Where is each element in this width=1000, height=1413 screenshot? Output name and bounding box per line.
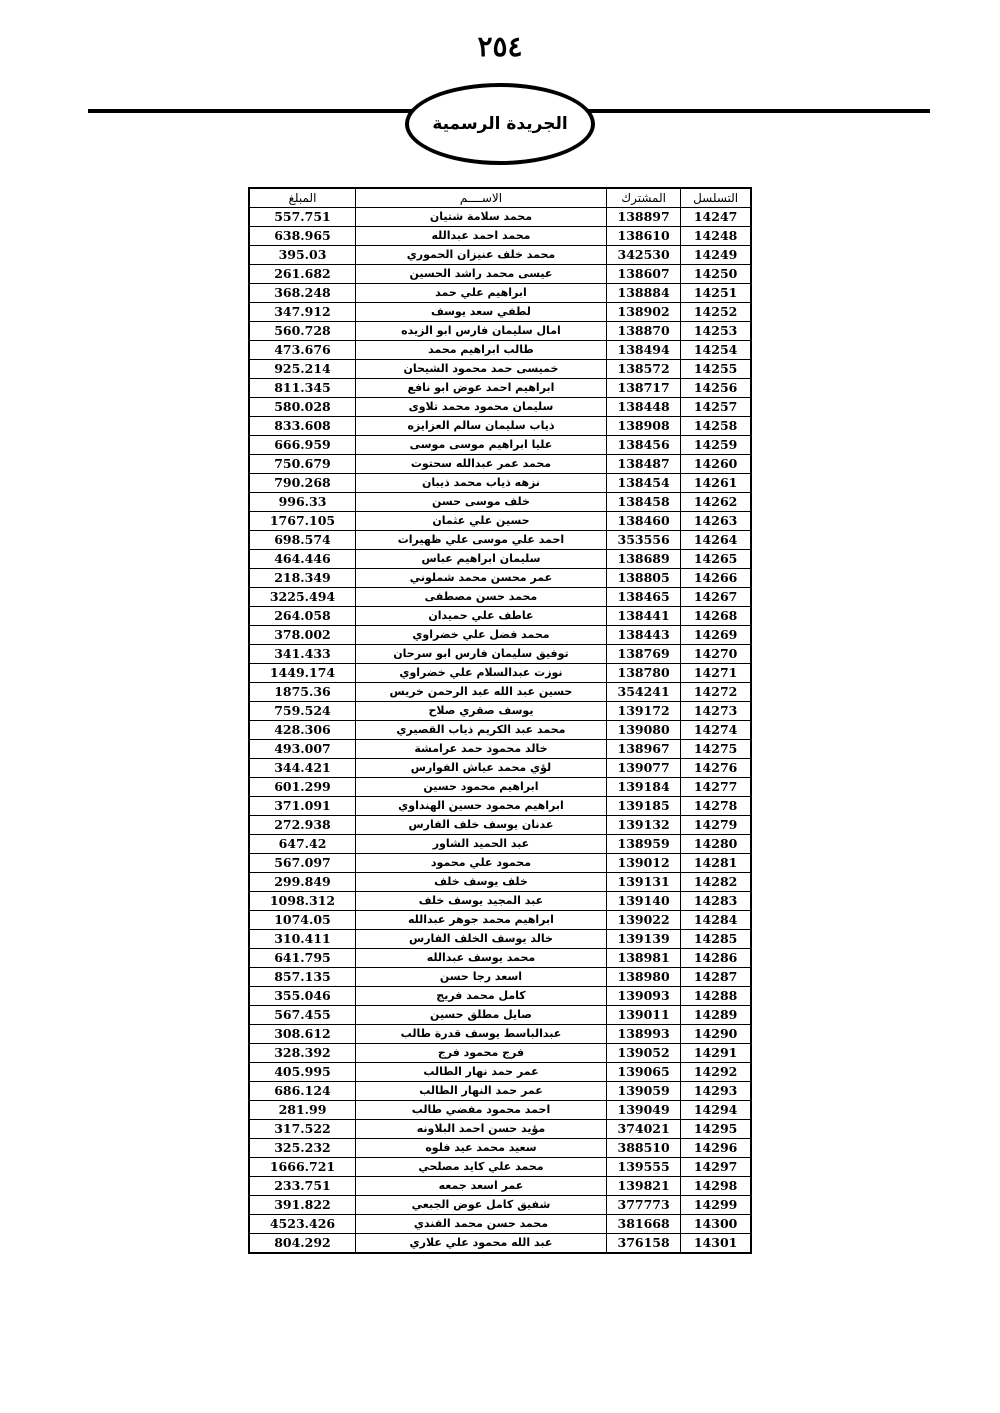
table-row xyxy=(249,588,751,607)
amount-cell: 325.232 xyxy=(249,1139,355,1158)
subscriber-cell: 139022 xyxy=(606,911,680,930)
name-cell: حسين عبد الله عبد الرحمن خريس xyxy=(355,683,606,702)
table-row xyxy=(249,740,751,759)
serial-cell: 14252 xyxy=(681,303,751,322)
subscriber-cell: 139139 xyxy=(606,930,680,949)
table-row xyxy=(249,493,751,512)
table-row xyxy=(249,911,751,930)
amount-cell: 233.751 xyxy=(249,1177,355,1196)
table-row xyxy=(249,873,751,892)
subscriber-cell: 139184 xyxy=(606,778,680,797)
subscriber-cell: 139077 xyxy=(606,759,680,778)
name-cell: لطفي سعد يوسف xyxy=(355,303,606,322)
serial-cell: 14257 xyxy=(681,398,751,417)
gazette-title: الجريدة الرسمية xyxy=(432,114,568,134)
subscriber-cell: 138902 xyxy=(606,303,680,322)
amount-cell: 355.046 xyxy=(249,987,355,1006)
amount-cell: 272.938 xyxy=(249,816,355,835)
amount-cell: 686.124 xyxy=(249,1082,355,1101)
serial-cell: 14275 xyxy=(681,740,751,759)
table-row xyxy=(249,246,751,265)
serial-cell: 14296 xyxy=(681,1139,751,1158)
table-row xyxy=(249,284,751,303)
name-cell: خالد يوسف الخلف الفارس xyxy=(355,930,606,949)
serial-cell: 14270 xyxy=(681,645,751,664)
name-cell: محمد فضل علي خضراوي xyxy=(355,626,606,645)
header-ellipse xyxy=(405,83,595,165)
table-row xyxy=(249,778,751,797)
table-row xyxy=(249,1177,751,1196)
table-row xyxy=(249,987,751,1006)
name-cell: خلف موسى حسن xyxy=(355,493,606,512)
serial-cell: 14263 xyxy=(681,512,751,531)
name-cell: احمد علي موسى علي ظهيرات xyxy=(355,531,606,550)
amount-cell: 317.522 xyxy=(249,1120,355,1139)
table-row xyxy=(249,1120,751,1139)
subscriber-cell: 354241 xyxy=(606,683,680,702)
subscriber-cell: 138454 xyxy=(606,474,680,493)
table-row xyxy=(249,721,751,740)
subscriber-cell: 139821 xyxy=(606,1177,680,1196)
subscriber-cell: 139052 xyxy=(606,1044,680,1063)
table-row xyxy=(249,1063,751,1082)
subscriber-cell: 139172 xyxy=(606,702,680,721)
serial-cell: 14267 xyxy=(681,588,751,607)
name-cell: محمد علي كايد مصلحي xyxy=(355,1158,606,1177)
subscriber-cell: 138780 xyxy=(606,664,680,683)
table-row xyxy=(249,303,751,322)
amount-cell: 405.995 xyxy=(249,1063,355,1082)
amount-cell: 557.751 xyxy=(249,208,355,227)
table-header-row xyxy=(249,188,751,208)
amount-cell: 811.345 xyxy=(249,379,355,398)
amount-cell: 601.299 xyxy=(249,778,355,797)
serial-cell: 14268 xyxy=(681,607,751,626)
serial-cell: 14248 xyxy=(681,227,751,246)
table-row xyxy=(249,702,751,721)
table-row xyxy=(249,1139,751,1158)
name-cell: محمود علي محمود xyxy=(355,854,606,873)
table-row xyxy=(249,1101,751,1120)
name-cell: عمر محسن محمد شملوني xyxy=(355,569,606,588)
serial-cell: 14301 xyxy=(681,1234,751,1254)
serial-cell: 14289 xyxy=(681,1006,751,1025)
subscriber-cell: 374021 xyxy=(606,1120,680,1139)
amount-cell: 428.306 xyxy=(249,721,355,740)
amount-cell: 395.03 xyxy=(249,246,355,265)
name-cell: كامل محمد فريج xyxy=(355,987,606,1006)
subscriber-cell: 138572 xyxy=(606,360,680,379)
name-cell: طالب ابراهيم محمد xyxy=(355,341,606,360)
table-row xyxy=(249,759,751,778)
name-cell: محمد سلامة شتيان xyxy=(355,208,606,227)
amount-cell: 299.849 xyxy=(249,873,355,892)
name-cell: نزهه ذياب محمد ذيبان xyxy=(355,474,606,493)
table-row xyxy=(249,398,751,417)
serial-cell: 14288 xyxy=(681,987,751,1006)
table-row xyxy=(249,417,751,436)
amount-cell: 368.248 xyxy=(249,284,355,303)
table-row xyxy=(249,968,751,987)
amount-cell: 344.421 xyxy=(249,759,355,778)
serial-cell: 14300 xyxy=(681,1215,751,1234)
subscriber-cell: 342530 xyxy=(606,246,680,265)
name-cell: احمد محمود مفضي طالب xyxy=(355,1101,606,1120)
amount-cell: 857.135 xyxy=(249,968,355,987)
amount-cell: 804.292 xyxy=(249,1234,355,1254)
name-cell: اسعد رجا حسن xyxy=(355,968,606,987)
name-cell: عمر حمد النهار الطالب xyxy=(355,1082,606,1101)
subscriber-cell: 139059 xyxy=(606,1082,680,1101)
column-header-name: الاســــم xyxy=(355,188,606,208)
serial-cell: 14264 xyxy=(681,531,751,550)
subscriber-cell: 139012 xyxy=(606,854,680,873)
amount-cell: 493.007 xyxy=(249,740,355,759)
subscriber-cell: 139011 xyxy=(606,1006,680,1025)
page-number: ٢٥٤ xyxy=(477,30,523,63)
table-row xyxy=(249,341,751,360)
amount-cell: 833.608 xyxy=(249,417,355,436)
table-row xyxy=(249,683,751,702)
subscriber-cell: 139185 xyxy=(606,797,680,816)
serial-cell: 14291 xyxy=(681,1044,751,1063)
subscriber-cell: 138981 xyxy=(606,949,680,968)
amount-cell: 560.728 xyxy=(249,322,355,341)
amount-cell: 308.612 xyxy=(249,1025,355,1044)
serial-cell: 14254 xyxy=(681,341,751,360)
serial-cell: 14247 xyxy=(681,208,751,227)
serial-cell: 14269 xyxy=(681,626,751,645)
amount-cell: 666.959 xyxy=(249,436,355,455)
subscriber-cell: 138993 xyxy=(606,1025,680,1044)
subscriber-cell: 138870 xyxy=(606,322,680,341)
name-cell: امال سليمان فارس ابو الزيده xyxy=(355,322,606,341)
serial-cell: 14298 xyxy=(681,1177,751,1196)
amount-cell: 1098.312 xyxy=(249,892,355,911)
subscriber-cell: 138460 xyxy=(606,512,680,531)
table-row xyxy=(249,892,751,911)
name-cell: محمد احمد عبدالله xyxy=(355,227,606,246)
amount-cell: 580.028 xyxy=(249,398,355,417)
serial-cell: 14249 xyxy=(681,246,751,265)
subscriber-cell: 138908 xyxy=(606,417,680,436)
serial-cell: 14281 xyxy=(681,854,751,873)
subscriber-cell: 138967 xyxy=(606,740,680,759)
serial-cell: 14253 xyxy=(681,322,751,341)
name-cell: عدنان يوسف خلف الفارس xyxy=(355,816,606,835)
table-row xyxy=(249,626,751,645)
serial-cell: 14285 xyxy=(681,930,751,949)
name-cell: محمد عمر عبدالله سحتوت xyxy=(355,455,606,474)
name-cell: محمد خلف عنيزان الحموري xyxy=(355,246,606,265)
name-cell: شفيق كامل عوض الجبعي xyxy=(355,1196,606,1215)
serial-cell: 14286 xyxy=(681,949,751,968)
table-row xyxy=(249,569,751,588)
name-cell: عيسى محمد راشد الحسين xyxy=(355,265,606,284)
subscriber-cell: 138805 xyxy=(606,569,680,588)
serial-cell: 14274 xyxy=(681,721,751,740)
amount-cell: 378.002 xyxy=(249,626,355,645)
subscriber-cell: 353556 xyxy=(606,531,680,550)
name-cell: يوسف صقري صلاح xyxy=(355,702,606,721)
name-cell: سليمان ابراهيم عباس xyxy=(355,550,606,569)
serial-cell: 14293 xyxy=(681,1082,751,1101)
name-cell: توفيق سليمان فارس ابو سرحان xyxy=(355,645,606,664)
amount-cell: 473.676 xyxy=(249,341,355,360)
subscriber-cell: 138689 xyxy=(606,550,680,569)
serial-cell: 14273 xyxy=(681,702,751,721)
serial-cell: 14284 xyxy=(681,911,751,930)
amount-cell: 328.392 xyxy=(249,1044,355,1063)
serial-cell: 14279 xyxy=(681,816,751,835)
subscriber-cell: 138443 xyxy=(606,626,680,645)
serial-cell: 14261 xyxy=(681,474,751,493)
subscriber-cell: 138884 xyxy=(606,284,680,303)
name-cell: ابراهيم محمود حسين xyxy=(355,778,606,797)
name-cell: نوزت عبدالسلام علي خضراوي xyxy=(355,664,606,683)
subscriber-cell: 139555 xyxy=(606,1158,680,1177)
serial-cell: 14271 xyxy=(681,664,751,683)
subscriber-cell: 138456 xyxy=(606,436,680,455)
subscriber-cell: 138458 xyxy=(606,493,680,512)
serial-cell: 14251 xyxy=(681,284,751,303)
subscriber-cell: 376158 xyxy=(606,1234,680,1254)
table-row xyxy=(249,797,751,816)
name-cell: عمر اسعد جمعه xyxy=(355,1177,606,1196)
subscriber-cell: 138441 xyxy=(606,607,680,626)
serial-cell: 14295 xyxy=(681,1120,751,1139)
name-cell: فرج محمود فرج xyxy=(355,1044,606,1063)
table-row xyxy=(249,930,751,949)
table-row xyxy=(249,854,751,873)
table-row xyxy=(249,227,751,246)
amount-cell: 790.268 xyxy=(249,474,355,493)
table-row xyxy=(249,949,751,968)
amount-cell: 750.679 xyxy=(249,455,355,474)
amount-cell: 4523.426 xyxy=(249,1215,355,1234)
serial-cell: 14287 xyxy=(681,968,751,987)
name-cell: سعيد محمد عيد فلوه xyxy=(355,1139,606,1158)
serial-cell: 14280 xyxy=(681,835,751,854)
serial-cell: 14260 xyxy=(681,455,751,474)
name-cell: عبد المجيد يوسف خلف xyxy=(355,892,606,911)
amount-cell: 347.912 xyxy=(249,303,355,322)
subscriber-cell: 138610 xyxy=(606,227,680,246)
table-row xyxy=(249,455,751,474)
amount-cell: 391.822 xyxy=(249,1196,355,1215)
amount-cell: 464.446 xyxy=(249,550,355,569)
name-cell: ابراهيم محمود حسين الهنداوي xyxy=(355,797,606,816)
amount-cell: 1767.105 xyxy=(249,512,355,531)
table-row xyxy=(249,1006,751,1025)
name-cell: صايل مطلق حسين xyxy=(355,1006,606,1025)
table-row xyxy=(249,1044,751,1063)
serial-cell: 14259 xyxy=(681,436,751,455)
serial-cell: 14255 xyxy=(681,360,751,379)
serial-cell: 14278 xyxy=(681,797,751,816)
name-cell: ابراهيم محمد جوهر عبدالله xyxy=(355,911,606,930)
table-row xyxy=(249,1234,751,1254)
serial-cell: 14299 xyxy=(681,1196,751,1215)
column-header-amount: المبلغ xyxy=(249,188,355,208)
name-cell: عبد الله محمود علي علاري xyxy=(355,1234,606,1254)
table-row xyxy=(249,379,751,398)
subscriber-cell: 138494 xyxy=(606,341,680,360)
table-row xyxy=(249,436,751,455)
name-cell: عاطف علي حميدان xyxy=(355,607,606,626)
name-cell: سليمان محمود محمد تلاوى xyxy=(355,398,606,417)
subscriber-cell: 139065 xyxy=(606,1063,680,1082)
table-row xyxy=(249,360,751,379)
subscriber-cell: 138717 xyxy=(606,379,680,398)
amount-cell: 647.42 xyxy=(249,835,355,854)
name-cell: ابراهيم احمد عوض ابو نافع xyxy=(355,379,606,398)
table-row xyxy=(249,607,751,626)
name-cell: محمد يوسف عبدالله xyxy=(355,949,606,968)
amount-cell: 698.574 xyxy=(249,531,355,550)
amount-cell: 341.433 xyxy=(249,645,355,664)
table-row xyxy=(249,474,751,493)
table-row xyxy=(249,512,751,531)
amount-cell: 759.524 xyxy=(249,702,355,721)
table-row xyxy=(249,816,751,835)
subscriber-cell: 138487 xyxy=(606,455,680,474)
subscriber-cell: 139140 xyxy=(606,892,680,911)
subscriber-cell: 139049 xyxy=(606,1101,680,1120)
name-cell: عمر حمد نهار الطالب xyxy=(355,1063,606,1082)
amount-cell: 1875.36 xyxy=(249,683,355,702)
name-cell: محمد حسن مصطفى xyxy=(355,588,606,607)
table-row xyxy=(249,265,751,284)
table-row xyxy=(249,531,751,550)
serial-cell: 14283 xyxy=(681,892,751,911)
amount-cell: 3225.494 xyxy=(249,588,355,607)
name-cell: عبدالباسط يوسف قدرة طالب xyxy=(355,1025,606,1044)
serial-cell: 14294 xyxy=(681,1101,751,1120)
serial-cell: 14250 xyxy=(681,265,751,284)
amount-cell: 567.455 xyxy=(249,1006,355,1025)
serial-cell: 14258 xyxy=(681,417,751,436)
table-row xyxy=(249,208,751,227)
subscriber-cell: 139132 xyxy=(606,816,680,835)
amount-cell: 261.682 xyxy=(249,265,355,284)
amount-cell: 1666.721 xyxy=(249,1158,355,1177)
column-header-serial: التسلسل xyxy=(681,188,751,208)
amount-cell: 371.091 xyxy=(249,797,355,816)
table-row xyxy=(249,1158,751,1177)
amount-cell: 925.214 xyxy=(249,360,355,379)
amount-cell: 567.097 xyxy=(249,854,355,873)
serial-cell: 14276 xyxy=(681,759,751,778)
subscriber-cell: 138607 xyxy=(606,265,680,284)
serial-cell: 14272 xyxy=(681,683,751,702)
name-cell: محمد عبد الكريم ذياب القصيري xyxy=(355,721,606,740)
table-row xyxy=(249,322,751,341)
subscriber-cell: 381668 xyxy=(606,1215,680,1234)
amount-cell: 1074.05 xyxy=(249,911,355,930)
serial-cell: 14262 xyxy=(681,493,751,512)
amount-cell: 310.411 xyxy=(249,930,355,949)
name-cell: حسين علي عثمان xyxy=(355,512,606,531)
name-cell: ذياب سليمان سالم العزايزه xyxy=(355,417,606,436)
table-row xyxy=(249,1196,751,1215)
subscriber-cell: 138448 xyxy=(606,398,680,417)
table-row xyxy=(249,1082,751,1101)
table-row xyxy=(249,835,751,854)
subscriber-cell: 139131 xyxy=(606,873,680,892)
table-row xyxy=(249,664,751,683)
serial-cell: 14297 xyxy=(681,1158,751,1177)
name-cell: عبد الحميد الشاور xyxy=(355,835,606,854)
table-row xyxy=(249,645,751,664)
column-header-subscriber: المشترك xyxy=(606,188,680,208)
subscribers-table xyxy=(248,187,752,1254)
serial-cell: 14277 xyxy=(681,778,751,797)
name-cell: خميسى حمد محمود الشيحان xyxy=(355,360,606,379)
subscriber-cell: 139080 xyxy=(606,721,680,740)
amount-cell: 641.795 xyxy=(249,949,355,968)
serial-cell: 14290 xyxy=(681,1025,751,1044)
amount-cell: 264.058 xyxy=(249,607,355,626)
table-row xyxy=(249,550,751,569)
serial-cell: 14292 xyxy=(681,1063,751,1082)
subscriber-cell: 138980 xyxy=(606,968,680,987)
serial-cell: 14266 xyxy=(681,569,751,588)
subscriber-cell: 388510 xyxy=(606,1139,680,1158)
name-cell: لؤي محمد عياش الفوارس xyxy=(355,759,606,778)
amount-cell: 638.965 xyxy=(249,227,355,246)
name-cell: ابراهيم علي حمد xyxy=(355,284,606,303)
name-cell: عليا ابراهيم موسى موسى xyxy=(355,436,606,455)
name-cell: خلف يوسف خلف xyxy=(355,873,606,892)
subscriber-cell: 138465 xyxy=(606,588,680,607)
table-row xyxy=(249,1025,751,1044)
amount-cell: 281.99 xyxy=(249,1101,355,1120)
table-body xyxy=(249,208,751,1254)
serial-cell: 14265 xyxy=(681,550,751,569)
amount-cell: 996.33 xyxy=(249,493,355,512)
subscriber-cell: 138897 xyxy=(606,208,680,227)
serial-cell: 14282 xyxy=(681,873,751,892)
name-cell: خالد محمود حمد عرامشة xyxy=(355,740,606,759)
name-cell: مؤيد حسن احمد البلاونه xyxy=(355,1120,606,1139)
subscriber-cell: 377773 xyxy=(606,1196,680,1215)
amount-cell: 1449.174 xyxy=(249,664,355,683)
subscriber-cell: 138769 xyxy=(606,645,680,664)
amount-cell: 218.349 xyxy=(249,569,355,588)
name-cell: محمد حسن محمد الفندي xyxy=(355,1215,606,1234)
subscriber-cell: 139093 xyxy=(606,987,680,1006)
table-row xyxy=(249,1215,751,1234)
subscriber-cell: 138959 xyxy=(606,835,680,854)
serial-cell: 14256 xyxy=(681,379,751,398)
